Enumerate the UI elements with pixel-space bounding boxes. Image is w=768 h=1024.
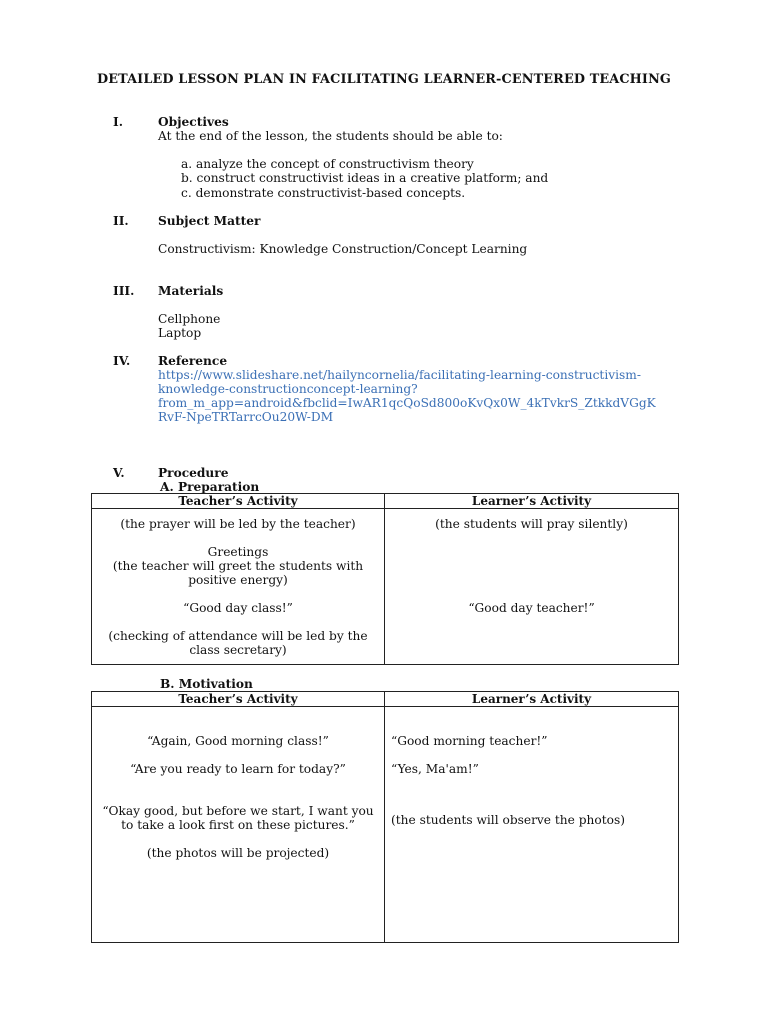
- preparation-table: [91, 493, 679, 665]
- subject-matter-number: II.: [113, 214, 129, 228]
- teacher-activity-header: Teacher’s Activity: [92, 692, 385, 707]
- teacher-line: (checking of attendance will be led by the: [108, 629, 368, 643]
- table-header-row: [92, 692, 679, 707]
- learner-activity-header: Learner’s Activity: [385, 692, 679, 707]
- teacher-activity-cell: [92, 509, 385, 665]
- teacher-line: (the prayer will be led by the teacher): [120, 517, 356, 531]
- teacher-activity-header: Teacher’s Activity: [92, 494, 385, 509]
- procedure-number: V.: [113, 466, 125, 480]
- objective-item-a: a. analyze the concept of constructivism theory: [181, 157, 474, 171]
- learner-line: (the students will pray silently): [435, 517, 628, 531]
- teacher-line: “Okay good, but before we start, I want you: [102, 804, 374, 818]
- reference-link-line[interactable]: knowledge-constructionconcept-learning?: [158, 382, 418, 396]
- objective-item-c: c. demonstrate constructivist-based concepts.: [181, 186, 466, 200]
- teacher-line: “Are you ready to learn for today?”: [130, 762, 346, 776]
- reference-number: IV.: [113, 354, 131, 368]
- materials-heading: Materials: [158, 284, 224, 298]
- subject-matter-heading: Subject Matter: [158, 214, 261, 228]
- reference-link-line[interactable]: https://www.slideshare.net/hailyncornelia/facilitating-learning-constructivism-: [158, 368, 641, 382]
- motivation-table: [91, 691, 679, 943]
- teacher-line: positive energy): [188, 573, 288, 587]
- teacher-line: “Good day class!”: [183, 601, 293, 615]
- learner-activity-cell: [385, 707, 679, 943]
- reference-heading: Reference: [158, 354, 228, 368]
- materials-number: III.: [113, 284, 135, 298]
- learner-line: “Good day teacher!”: [468, 601, 595, 615]
- table-row: [92, 509, 679, 665]
- teacher-line: Greetings: [207, 545, 269, 559]
- teacher-line: (the teacher will greet the students with: [112, 559, 364, 573]
- teacher-line: (the photos will be projected): [146, 846, 330, 860]
- teacher-line: “Again, Good morning class!”: [147, 734, 329, 748]
- preparation-label: A. Preparation: [160, 480, 260, 494]
- objectives-intro: At the end of the lesson, the students should be able to:: [158, 129, 503, 143]
- learner-line: “Yes, Ma'am!”: [391, 762, 479, 776]
- document-title: DETAILED LESSON PLAN IN FACILITATING LEARNER-CENTERED TEACHING: [96, 72, 671, 87]
- learner-line: (the students will observe the photos): [391, 813, 625, 827]
- material-item: Cellphone: [158, 312, 221, 326]
- learner-line: “Good morning teacher!”: [391, 734, 548, 748]
- learner-activity-header: Learner’s Activity: [385, 494, 679, 509]
- table-header-row: [92, 494, 679, 509]
- objective-item-b: b. construct constructivist ideas in a creative platform; and: [181, 171, 549, 185]
- objectives-number: I.: [113, 115, 123, 129]
- subject-matter-text: Constructivism: Knowledge Construction/Concept Learning: [158, 242, 528, 256]
- procedure-heading: Procedure: [158, 466, 229, 480]
- learner-activity-cell: [385, 509, 679, 665]
- teacher-line: to take a look first on these pictures.”: [121, 818, 355, 832]
- teacher-activity-cell: [92, 707, 385, 943]
- teacher-line: class secretary): [189, 643, 287, 657]
- objectives-heading: Objectives: [158, 115, 229, 129]
- reference-link-line[interactable]: from_m_app=android&fbclid=IwAR1qcQoSd800oKvQx0W_4kTvkrS_ZtkkdVGgK: [158, 396, 656, 410]
- motivation-label: B. Motivation: [160, 677, 253, 691]
- material-item: Laptop: [158, 326, 202, 340]
- reference-link-line[interactable]: RvF-NpeTRTarrcOu20W-DM: [158, 410, 334, 424]
- table-row: [92, 707, 679, 943]
